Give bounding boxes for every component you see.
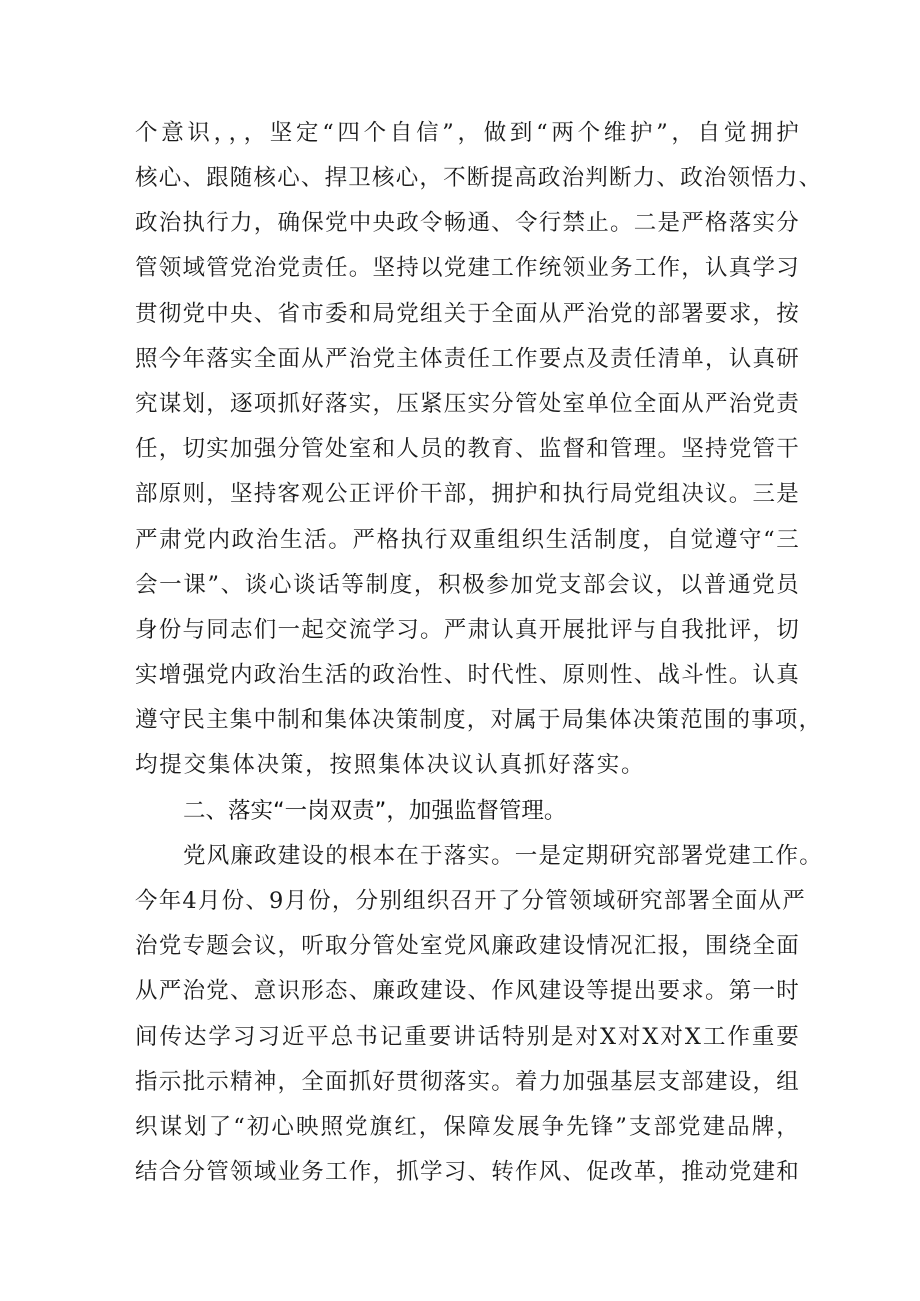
paragraph-line: 个意识，，，坚定“四个自信”，做到“两个维护”，自觉拥护 [135,120,800,146]
paragraph-line: 照今年落实全面从严治党主体责任工作要点及责任清单，认真研 [135,346,800,372]
paragraph-line: 身份与同志们一起交流学习。严肃认真开展批评与自我批评，切 [135,617,800,643]
paragraph-line: 任，切实加强分管处室和人员的教育、监督和管理。坚持党管干 [135,436,800,462]
paragraph-line: 从严治党、意识形态、廉政建设、作风建设等提出要求。第一时 [135,978,800,1004]
paragraph-line: 治党专题会议，听取分管处室党风廉政建设情况汇报，围绕全面 [135,933,800,959]
paragraph-line: 究谋划，逐项抓好落实，压紧压实分管处室单位全面从严治党责 [135,391,800,417]
paragraph-line: 部原则，坚持客观公正评价干部，拥护和执行局党组决议。三是 [135,481,800,507]
paragraph-line: 指示批示精神，全面抓好贯彻落实。着力加强基层支部建设，组 [135,1069,800,1095]
paragraph-line: 结合分管领域业务工作，抓学习、转作风、促改革，推动党建和 [135,1159,800,1185]
paragraph-line: 织谋划了“初心映照党旗红，保障发展争先锋”支部党建品牌， [135,1114,800,1140]
paragraph-line: 均提交集体决策，按照集体决议认真抓好落实。 [135,752,646,778]
paragraph-line: 间传达学习习近平总书记重要讲话特别是对X对X对X工作重要 [135,1024,800,1050]
paragraph-line: 政治执行力，确保党中央政令畅通、令行禁止。二是严格落实分 [135,210,800,236]
paragraph-line: 遵守民主集中制和集体决策制度，对属于局集体决策范围的事项， [135,707,823,733]
paragraph-line: 会一课”、谈心谈话等制度，积极参加党支部会议，以普通党员 [135,572,800,598]
paragraph-line: 核心、跟随核心、捍卫核心，不断提高政治判断力、政治领悟力、 [135,165,823,191]
paragraph-line: 严肃党内政治生活。严格执行双重组织生活制度，自觉遵守“三 [135,527,800,553]
paragraph-line: 实增强党内政治生活的政治性、时代性、原则性、战斗性。认真 [135,662,800,688]
paragraph-line: 贯彻党中央、省市委和局党组关于全面从严治党的部署要求，按 [135,301,800,327]
paragraph-line: 今年4月份、9月份，分别组织召开了分管领域研究部署全面从严 [135,888,806,914]
section-heading: 二、落实“一岗双责”，加强监督管理。 [183,798,567,824]
paragraph-line: 管领域管党治党责任。坚持以党建工作统领业务工作，认真学习 [135,255,800,281]
paragraph-line: 党风廉政建设的根本在于落实。一是定期研究部署党建工作。 [183,843,823,869]
